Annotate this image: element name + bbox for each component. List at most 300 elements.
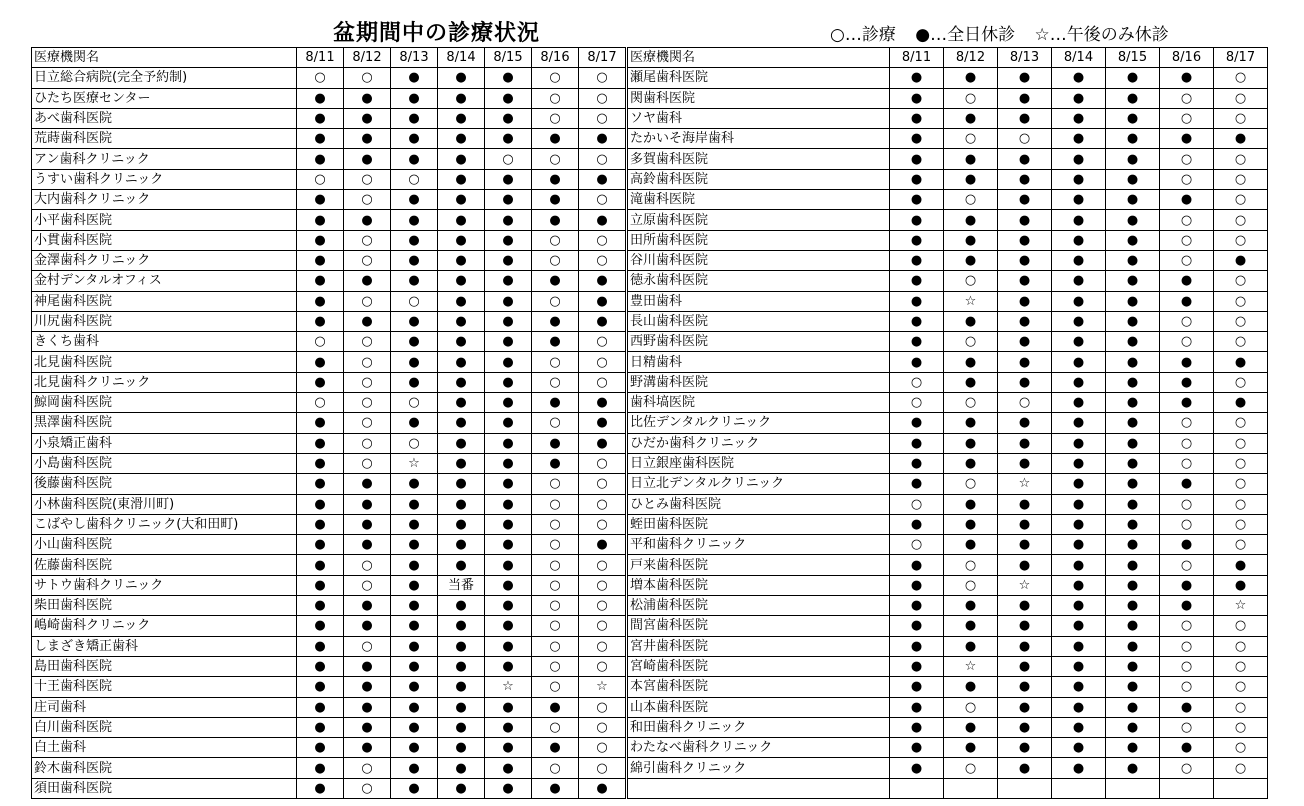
status-mark: ○	[1214, 230, 1268, 250]
table-row	[32, 555, 626, 575]
clinic-name: 島田歯科医院	[32, 656, 297, 676]
column-header-date: 8/13	[391, 48, 438, 68]
status-mark: ●	[579, 433, 626, 453]
status-mark: ○	[344, 413, 391, 433]
status-mark: ○	[1214, 413, 1268, 433]
status-mark: ○	[1214, 88, 1268, 108]
status-mark: ●	[998, 636, 1052, 656]
status-mark: ●	[1160, 190, 1214, 210]
table-row	[628, 332, 1268, 352]
status-mark: ●	[485, 474, 532, 494]
status-mark: ○	[1160, 169, 1214, 189]
status-mark: ●	[1160, 68, 1214, 88]
status-mark: ●	[1214, 575, 1268, 595]
status-mark: ●	[391, 108, 438, 128]
table-row	[32, 697, 626, 717]
status-mark: ●	[1052, 250, 1106, 270]
status-mark: ●	[485, 129, 532, 149]
status-mark: ●	[297, 494, 344, 514]
status-mark: ●	[485, 575, 532, 595]
table-row	[628, 494, 1268, 514]
status-mark: ○	[344, 169, 391, 189]
status-mark: ●	[1106, 332, 1160, 352]
status-mark: ●	[579, 291, 626, 311]
table-row	[32, 210, 626, 230]
status-mark: ●	[998, 88, 1052, 108]
status-mark: ●	[485, 758, 532, 778]
clinic-name: 川尻歯科医院	[32, 311, 297, 331]
status-mark: ●	[297, 514, 344, 534]
status-mark: ●	[1106, 474, 1160, 494]
status-mark: ●	[391, 738, 438, 758]
clinic-name: 神尾歯科医院	[32, 291, 297, 311]
status-mark: ○	[532, 656, 579, 676]
status-mark: ●	[998, 697, 1052, 717]
status-mark: ●	[1160, 393, 1214, 413]
status-mark: ●	[297, 311, 344, 331]
clinic-name: サトウ歯科クリニック	[32, 575, 297, 595]
status-mark: ●	[485, 778, 532, 798]
status-mark: ☆	[485, 677, 532, 697]
status-mark: ●	[890, 210, 944, 230]
table-row	[32, 271, 626, 291]
status-mark: ●	[579, 271, 626, 291]
clinic-name: 佐藤歯科医院	[32, 555, 297, 575]
status-mark: ●	[391, 250, 438, 270]
status-mark: ●	[438, 555, 485, 575]
status-mark: ●	[438, 291, 485, 311]
clinic-name: うすい歯科クリニック	[32, 169, 297, 189]
status-mark: ●	[890, 758, 944, 778]
clinic-name: 田所歯科医院	[628, 230, 890, 250]
status-mark: ○	[579, 453, 626, 473]
clinic-name: アン歯科クリニック	[32, 149, 297, 169]
status-mark: ●	[485, 332, 532, 352]
table-row	[32, 758, 626, 778]
status-mark: ●	[485, 88, 532, 108]
clinic-name: 小山歯科医院	[32, 535, 297, 555]
status-mark: ●	[391, 717, 438, 737]
status-mark: ●	[1160, 697, 1214, 717]
clinic-name: 戸来歯科医院	[628, 555, 890, 575]
clinic-name: 小貫歯科医院	[32, 230, 297, 250]
status-mark: ●	[998, 372, 1052, 392]
clinic-name: 柴田歯科医院	[32, 596, 297, 616]
clinic-name: 滝歯科医院	[628, 190, 890, 210]
status-mark: ○	[1160, 758, 1214, 778]
table-row	[628, 68, 1268, 88]
status-mark: ●	[1160, 291, 1214, 311]
status-mark: ●	[297, 291, 344, 311]
status-mark: ●	[944, 616, 998, 636]
table-row	[628, 717, 1268, 737]
column-header-date: 8/14	[438, 48, 485, 68]
status-mark: ○	[344, 230, 391, 250]
status-mark: ●	[297, 555, 344, 575]
status-mark: ●	[438, 68, 485, 88]
status-mark: ●	[890, 677, 944, 697]
status-mark: ●	[438, 717, 485, 737]
status-mark: ●	[998, 717, 1052, 737]
status-mark: ●	[391, 68, 438, 88]
table-row	[32, 677, 626, 697]
status-mark: ○	[532, 677, 579, 697]
status-mark: ○	[532, 474, 579, 494]
status-mark: ●	[485, 210, 532, 230]
status-mark: ●	[485, 656, 532, 676]
status-mark: ●	[1052, 555, 1106, 575]
status-mark: ●	[1106, 169, 1160, 189]
status-mark: ○	[579, 575, 626, 595]
status-mark: ●	[391, 230, 438, 250]
status-mark: ○	[1214, 190, 1268, 210]
status-mark: ●	[297, 190, 344, 210]
status-mark: ○	[532, 413, 579, 433]
status-mark: ●	[297, 596, 344, 616]
clinic-name: 多賀歯科医院	[628, 149, 890, 169]
status-mark: ●	[1106, 555, 1160, 575]
status-mark: ○	[532, 372, 579, 392]
table-row	[628, 758, 1268, 778]
status-mark: ●	[1052, 129, 1106, 149]
status-mark: ○	[1214, 169, 1268, 189]
status-mark: ●	[344, 88, 391, 108]
status-mark: ●	[485, 453, 532, 473]
status-mark: ●	[579, 311, 626, 331]
status-mark: ○	[944, 575, 998, 595]
status-mark: ●	[438, 474, 485, 494]
status-mark: ●	[485, 372, 532, 392]
table-row	[628, 474, 1268, 494]
empty-cell	[944, 778, 998, 798]
status-mark: ●	[391, 758, 438, 778]
status-mark: ●	[391, 616, 438, 636]
status-mark: ●	[890, 250, 944, 270]
status-mark: ○	[1160, 717, 1214, 737]
status-mark: ●	[890, 636, 944, 656]
status-mark: ○	[890, 494, 944, 514]
table-row	[32, 413, 626, 433]
status-mark: ○	[344, 758, 391, 778]
status-mark: ○	[579, 616, 626, 636]
status-mark: ●	[438, 453, 485, 473]
status-mark: ●	[890, 433, 944, 453]
column-header-date: 8/17	[1214, 48, 1268, 68]
status-mark: ●	[297, 149, 344, 169]
status-mark: ●	[998, 149, 1052, 169]
clinic-name: 黒澤歯科医院	[32, 413, 297, 433]
empty-row	[628, 778, 1268, 798]
column-header-name: 医療機関名	[32, 48, 297, 68]
status-mark: ●	[579, 778, 626, 798]
status-mark: ●	[1106, 514, 1160, 534]
empty-cell	[890, 778, 944, 798]
status-mark: ●	[890, 697, 944, 717]
clinic-name: たかいそ海岸歯科	[628, 129, 890, 149]
status-mark: ●	[1106, 352, 1160, 372]
status-mark: ●	[391, 596, 438, 616]
status-mark: ●	[297, 717, 344, 737]
status-mark: ●	[532, 697, 579, 717]
status-mark: ○	[1160, 230, 1214, 250]
status-mark: ●	[532, 129, 579, 149]
status-mark: ●	[438, 129, 485, 149]
table-row	[628, 433, 1268, 453]
status-mark: ●	[438, 311, 485, 331]
status-mark: ●	[1052, 656, 1106, 676]
status-mark: ●	[1052, 332, 1106, 352]
status-mark: ○	[344, 332, 391, 352]
table-row	[628, 453, 1268, 473]
status-mark: ○	[579, 88, 626, 108]
header-row	[32, 48, 626, 68]
status-mark: ○	[579, 108, 626, 128]
status-mark: ●	[1106, 636, 1160, 656]
status-mark: ●	[890, 738, 944, 758]
status-mark: ●	[485, 596, 532, 616]
status-mark: ●	[998, 291, 1052, 311]
status-mark: ●	[485, 555, 532, 575]
clinic-name: 蛭田歯科医院	[628, 514, 890, 534]
status-mark: ○	[1214, 68, 1268, 88]
status-mark: ○	[579, 758, 626, 778]
status-mark: ●	[391, 352, 438, 372]
status-mark: ●	[391, 535, 438, 555]
status-mark: ●	[1052, 372, 1106, 392]
status-mark: ●	[1052, 494, 1106, 514]
status-mark: ●	[391, 555, 438, 575]
empty-cell	[1214, 778, 1268, 798]
status-mark: ●	[344, 129, 391, 149]
column-header-date: 8/11	[297, 48, 344, 68]
status-mark: ●	[438, 514, 485, 534]
table-row	[628, 108, 1268, 128]
status-mark: ●	[297, 352, 344, 372]
status-mark: ○	[1214, 697, 1268, 717]
status-mark: ●	[944, 717, 998, 737]
status-mark: ●	[532, 271, 579, 291]
status-mark: ●	[532, 738, 579, 758]
status-mark: ☆	[944, 291, 998, 311]
empty-cell	[1160, 778, 1214, 798]
clinic-name: 野溝歯科医院	[628, 372, 890, 392]
status-mark: ●	[890, 474, 944, 494]
clinic-name: しまざき矯正歯科	[32, 636, 297, 656]
table-row	[32, 656, 626, 676]
status-mark: ●	[485, 169, 532, 189]
status-mark: ○	[532, 494, 579, 514]
status-mark: ●	[1160, 474, 1214, 494]
status-mark: ○	[532, 230, 579, 250]
status-mark: ○	[1160, 636, 1214, 656]
status-mark: ○	[1160, 210, 1214, 230]
clinic-name: 日立銀座歯科医院	[628, 453, 890, 473]
status-mark: ●	[998, 210, 1052, 230]
status-mark: ●	[1052, 149, 1106, 169]
status-mark: ●	[344, 108, 391, 128]
status-mark: ○	[344, 778, 391, 798]
clinic-name: 小島歯科医院	[32, 453, 297, 473]
status-mark: ●	[944, 149, 998, 169]
clinic-name: 松浦歯科医院	[628, 596, 890, 616]
status-mark: ●	[297, 758, 344, 778]
status-mark: ●	[438, 332, 485, 352]
table-row	[628, 230, 1268, 250]
status-mark: ○	[344, 190, 391, 210]
status-mark: ○	[1160, 494, 1214, 514]
status-mark: ●	[890, 717, 944, 737]
status-mark: ●	[890, 656, 944, 676]
status-mark: ●	[438, 372, 485, 392]
status-mark: ○	[532, 616, 579, 636]
status-mark: ●	[532, 393, 579, 413]
status-mark: ●	[485, 352, 532, 372]
clinic-name: 宮崎歯科医院	[628, 656, 890, 676]
status-mark: ●	[944, 230, 998, 250]
status-mark: ○	[344, 352, 391, 372]
status-mark: ○	[579, 474, 626, 494]
status-mark: ○	[1160, 88, 1214, 108]
table-row	[32, 291, 626, 311]
status-mark: ●	[344, 717, 391, 737]
status-mark: ●	[297, 271, 344, 291]
status-mark: ○	[1214, 535, 1268, 555]
column-header-date: 8/15	[485, 48, 532, 68]
status-mark: ●	[998, 190, 1052, 210]
status-mark: ●	[297, 778, 344, 798]
status-mark: ●	[944, 210, 998, 230]
status-mark: ●	[1106, 717, 1160, 737]
status-mark: ○	[944, 129, 998, 149]
status-mark: ●	[1106, 453, 1160, 473]
clinic-name: 谷川歯科医院	[628, 250, 890, 270]
status-mark: ○	[579, 656, 626, 676]
status-mark: ●	[438, 758, 485, 778]
status-mark: ●	[485, 616, 532, 636]
status-mark: ●	[998, 656, 1052, 676]
status-mark: ●	[485, 433, 532, 453]
status-mark: ●	[344, 494, 391, 514]
column-header-date: 8/11	[890, 48, 944, 68]
table-row	[32, 738, 626, 758]
clinic-name: 西野歯科医院	[628, 332, 890, 352]
table-row	[32, 88, 626, 108]
status-mark: ●	[438, 108, 485, 128]
status-mark: ○	[579, 738, 626, 758]
status-mark: ○	[890, 372, 944, 392]
status-mark: ●	[1106, 596, 1160, 616]
status-mark: ●	[944, 372, 998, 392]
table-row	[628, 738, 1268, 758]
status-mark: ○	[1160, 616, 1214, 636]
status-mark: ●	[391, 332, 438, 352]
clinic-name: 白土歯科	[32, 738, 297, 758]
status-mark: ●	[532, 332, 579, 352]
status-mark: ●	[579, 413, 626, 433]
status-mark: ●	[890, 271, 944, 291]
status-mark: ○	[579, 636, 626, 656]
status-mark: ●	[1106, 372, 1160, 392]
status-mark: ●	[998, 514, 1052, 534]
status-mark: ●	[485, 250, 532, 270]
table-row	[628, 575, 1268, 595]
status-mark: ○	[485, 149, 532, 169]
status-mark: ●	[1052, 311, 1106, 331]
status-mark: ○	[579, 68, 626, 88]
status-mark: ●	[1160, 575, 1214, 595]
clinic-name: 日立北デンタルクリニック	[628, 474, 890, 494]
status-mark: ○	[1160, 677, 1214, 697]
status-mark: ●	[485, 271, 532, 291]
status-mark: ●	[1106, 88, 1160, 108]
table-row	[628, 636, 1268, 656]
status-mark: ●	[1214, 250, 1268, 270]
clinic-name: 平和歯科クリニック	[628, 535, 890, 555]
status-mark: ●	[998, 758, 1052, 778]
status-mark: ○	[1214, 474, 1268, 494]
status-mark: ●	[1052, 190, 1106, 210]
status-mark: ○	[1214, 291, 1268, 311]
status-mark: ●	[438, 190, 485, 210]
status-mark: ●	[344, 210, 391, 230]
status-mark: ●	[944, 352, 998, 372]
column-header-date: 8/15	[1106, 48, 1160, 68]
status-mark: ☆	[998, 474, 1052, 494]
table-row	[628, 677, 1268, 697]
status-mark: ○	[391, 433, 438, 453]
status-mark: ●	[344, 616, 391, 636]
clinic-name: 日精歯科	[628, 352, 890, 372]
status-mark: ●	[1052, 453, 1106, 473]
status-mark: ☆	[998, 575, 1052, 595]
status-mark: ●	[391, 677, 438, 697]
status-mark: ●	[391, 656, 438, 676]
status-mark: ○	[532, 575, 579, 595]
status-mark: ●	[1052, 230, 1106, 250]
table-row	[32, 129, 626, 149]
status-mark: ●	[438, 210, 485, 230]
status-mark: ○	[344, 453, 391, 473]
status-mark: ○	[1160, 413, 1214, 433]
status-mark: ●	[1106, 68, 1160, 88]
status-mark: ●	[890, 311, 944, 331]
status-mark: ●	[944, 413, 998, 433]
status-mark: ●	[297, 575, 344, 595]
status-mark: ●	[297, 372, 344, 392]
status-mark: ○	[344, 393, 391, 413]
status-mark: ○	[1214, 636, 1268, 656]
status-mark: ●	[1052, 352, 1106, 372]
status-mark: ○	[1214, 758, 1268, 778]
status-mark: ●	[1214, 393, 1268, 413]
status-mark: ●	[944, 596, 998, 616]
status-mark: ●	[391, 311, 438, 331]
status-mark: ○	[532, 108, 579, 128]
schedule-table-right	[627, 47, 1268, 799]
status-mark: ○	[1214, 453, 1268, 473]
clinic-name: 徳永歯科医院	[628, 271, 890, 291]
status-mark: ●	[1106, 656, 1160, 676]
status-mark: ○	[532, 596, 579, 616]
status-mark: ●	[1052, 596, 1106, 616]
status-mark: ●	[344, 738, 391, 758]
status-mark: ○	[1160, 250, 1214, 270]
status-mark: ●	[532, 453, 579, 473]
status-mark: ●	[944, 433, 998, 453]
status-mark: ●	[344, 514, 391, 534]
status-mark: ●	[944, 108, 998, 128]
status-mark: ●	[1106, 230, 1160, 250]
